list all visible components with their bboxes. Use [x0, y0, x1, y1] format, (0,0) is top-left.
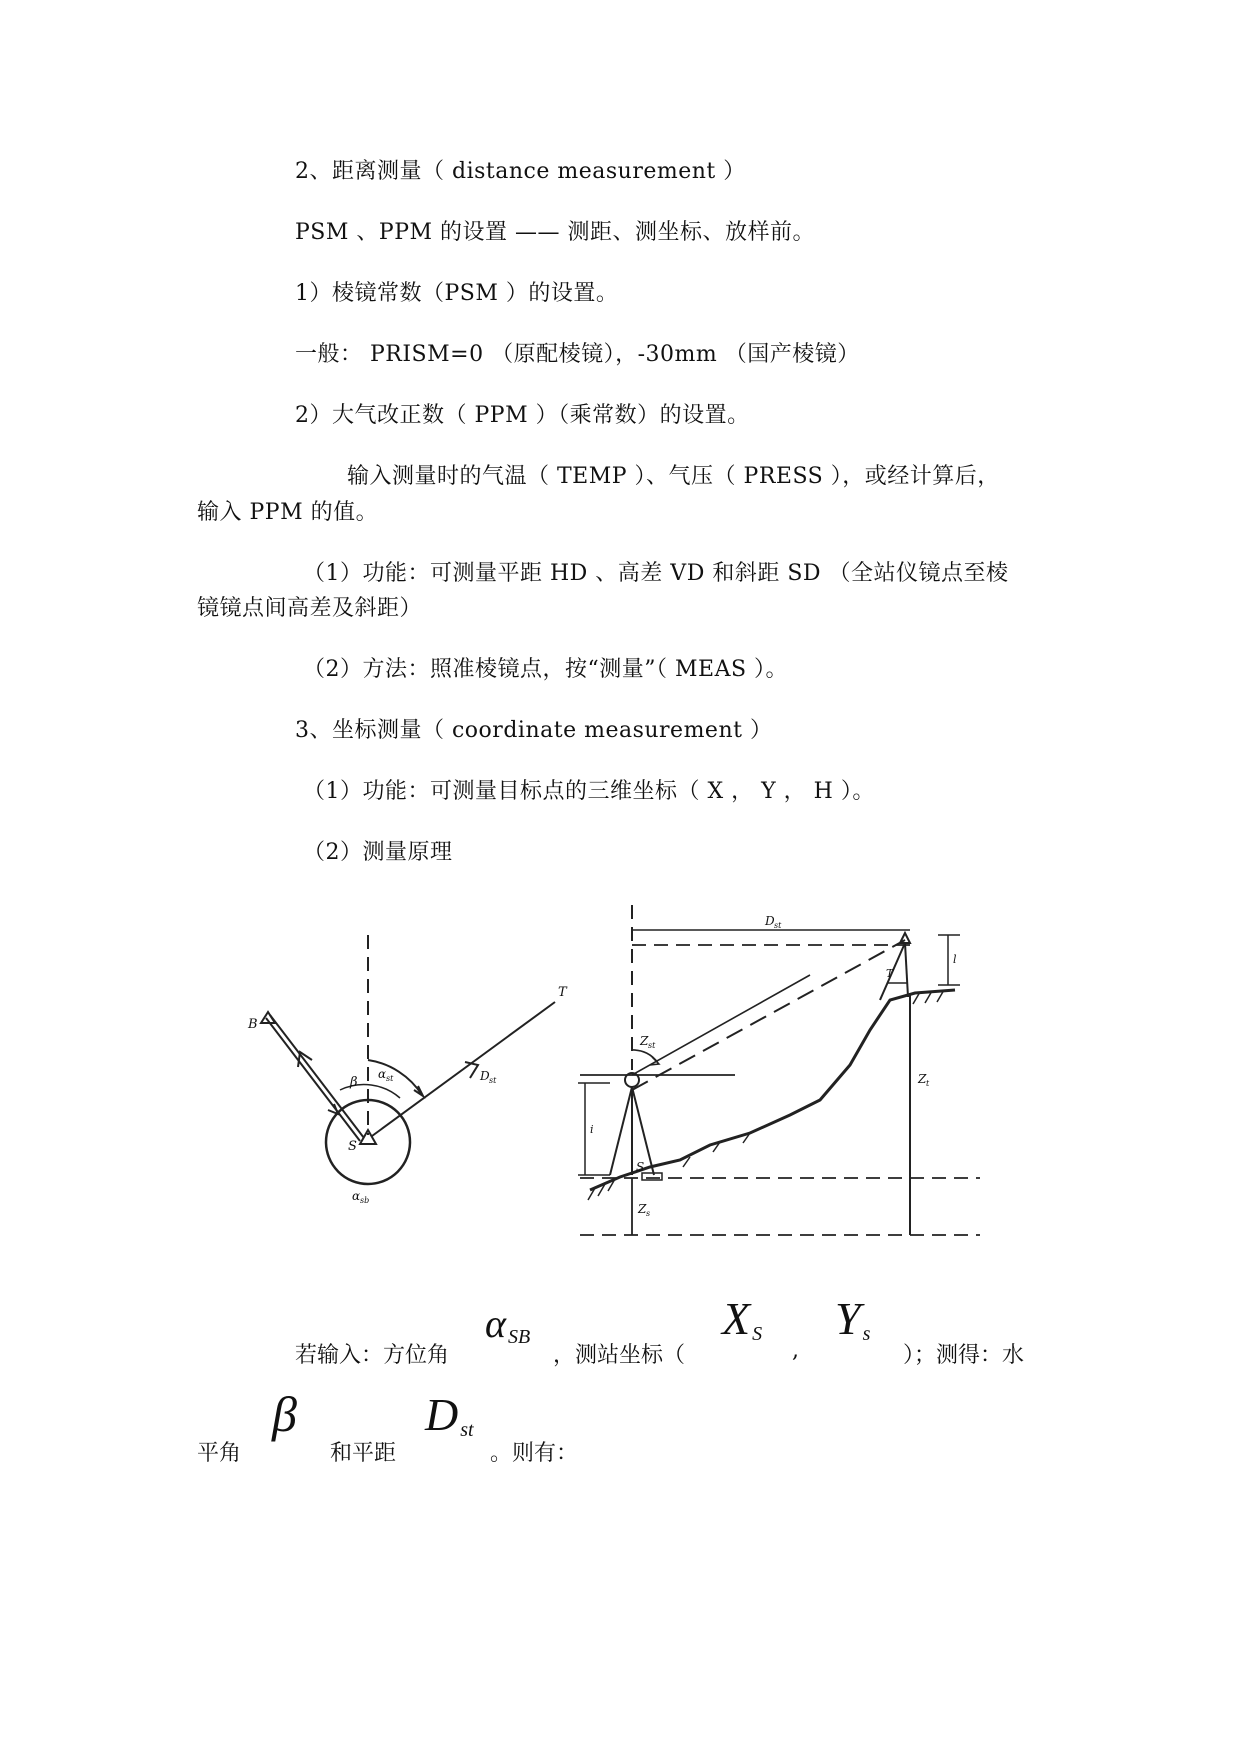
formula-text-input-azimuth: 若输入：方位角 [295, 1343, 450, 1368]
paragraph-method-meas: （2）方法：照准棱镜点，按“测量”（ MEAS ）。 [303, 657, 789, 682]
label-z-s-sub: s [646, 1209, 651, 1218]
label-z-t-sub: t [926, 1079, 930, 1088]
label-l: l [953, 953, 957, 966]
elevation-profile-diagram [570, 905, 980, 1245]
label-d-st: D [480, 1069, 490, 1083]
heading-distance-measurement: 2、距离测量（ distance measurement ） [295, 159, 746, 184]
symbol-d: D [425, 1389, 459, 1440]
symbol-alpha-sb [485, 1300, 530, 1349]
symbol-alpha-sub: SB [508, 1326, 531, 1348]
heading-coordinate-measurement: 3、坐标测量（ coordinate measurement ） [295, 718, 773, 743]
label-z-st-sub: st [648, 1041, 656, 1050]
formula-text-horizontal-angle: 平角 [197, 1441, 242, 1466]
label-profile-t: T [886, 967, 894, 980]
symbol-y-sub: s [862, 1323, 871, 1345]
formula-text-horizontal-distance: 和平距 [330, 1441, 397, 1466]
label-alpha-st-sub: st [386, 1074, 394, 1083]
paragraph-ppm-setting: 2）大气改正数（ PPM ）（乘常数）的设置。 [295, 403, 750, 428]
paragraph-prism-constant: 1）棱镜常数（PSM ）的设置。 [295, 281, 619, 306]
label-t: T [558, 985, 567, 1000]
label-d-st-sub: st [489, 1076, 497, 1085]
symbol-x-sub: S [752, 1323, 763, 1345]
symbol-d-st [425, 1388, 474, 1442]
paragraph-coordinate-function: （1）功能：可测量目标点的三维坐标（ X ， Y ， H ）。 [303, 779, 875, 804]
azimuth-plan-diagram [240, 930, 567, 1230]
label-profile-d-st: D [765, 914, 775, 928]
formula-text-then: 。则有： [490, 1441, 579, 1466]
formula-text-measured: ）；测得：水 [903, 1343, 1025, 1368]
paragraph-temp-press-cont: 输入 PPM 的值。 [197, 500, 379, 525]
symbol-beta: β [272, 1386, 297, 1442]
symbol-alpha: α [485, 1301, 506, 1346]
label-s: S [348, 1139, 357, 1154]
label-z-st: Z [640, 1034, 649, 1048]
label-b: B [248, 1017, 258, 1032]
label-profile-d-st-sub: st [774, 921, 782, 930]
symbol-y: Y [835, 1293, 861, 1344]
label-alpha-st: α [378, 1067, 387, 1081]
label-alpha-sb: α [352, 1189, 361, 1203]
paragraph-function-cont: 镜镜点间高差及斜距） [197, 596, 423, 621]
label-alpha-sb-sub: sb [360, 1196, 370, 1205]
symbol-x-s [722, 1292, 762, 1346]
formula-text-station-coords: ，测站坐标（ [553, 1343, 686, 1368]
paragraph-prism-general: 一般： PRISM=0 （原配棱镜），-30mm （国产棱镜） [295, 342, 860, 367]
paragraph-function-hd-vd-sd: （1）功能：可测量平距 HD 、高差 VD 和斜距 SD （全站仪镜点至棱 [303, 561, 1009, 586]
label-z-t: Z [918, 1072, 927, 1086]
label-beta: β [350, 1075, 358, 1090]
symbol-x: X [722, 1293, 751, 1344]
formula-comma: , [792, 1338, 799, 1363]
label-z-s: Z [638, 1202, 647, 1216]
paragraph-psm-ppm-setting: PSM 、PPM 的设置 —— 测距、测坐标、放样前。 [295, 220, 816, 245]
measurement-principle-figure [240, 905, 980, 1245]
paragraph-temp-press: 输入测量时的气温（ TEMP ）、气压（ PRESS ），或经计算后， [347, 464, 1000, 489]
paragraph-measurement-principle: （2）测量原理 [303, 840, 453, 865]
symbol-y-s [835, 1292, 870, 1346]
label-i: i [590, 1123, 594, 1136]
label-profile-s: S [636, 1160, 645, 1174]
symbol-d-sub: st [460, 1419, 474, 1441]
